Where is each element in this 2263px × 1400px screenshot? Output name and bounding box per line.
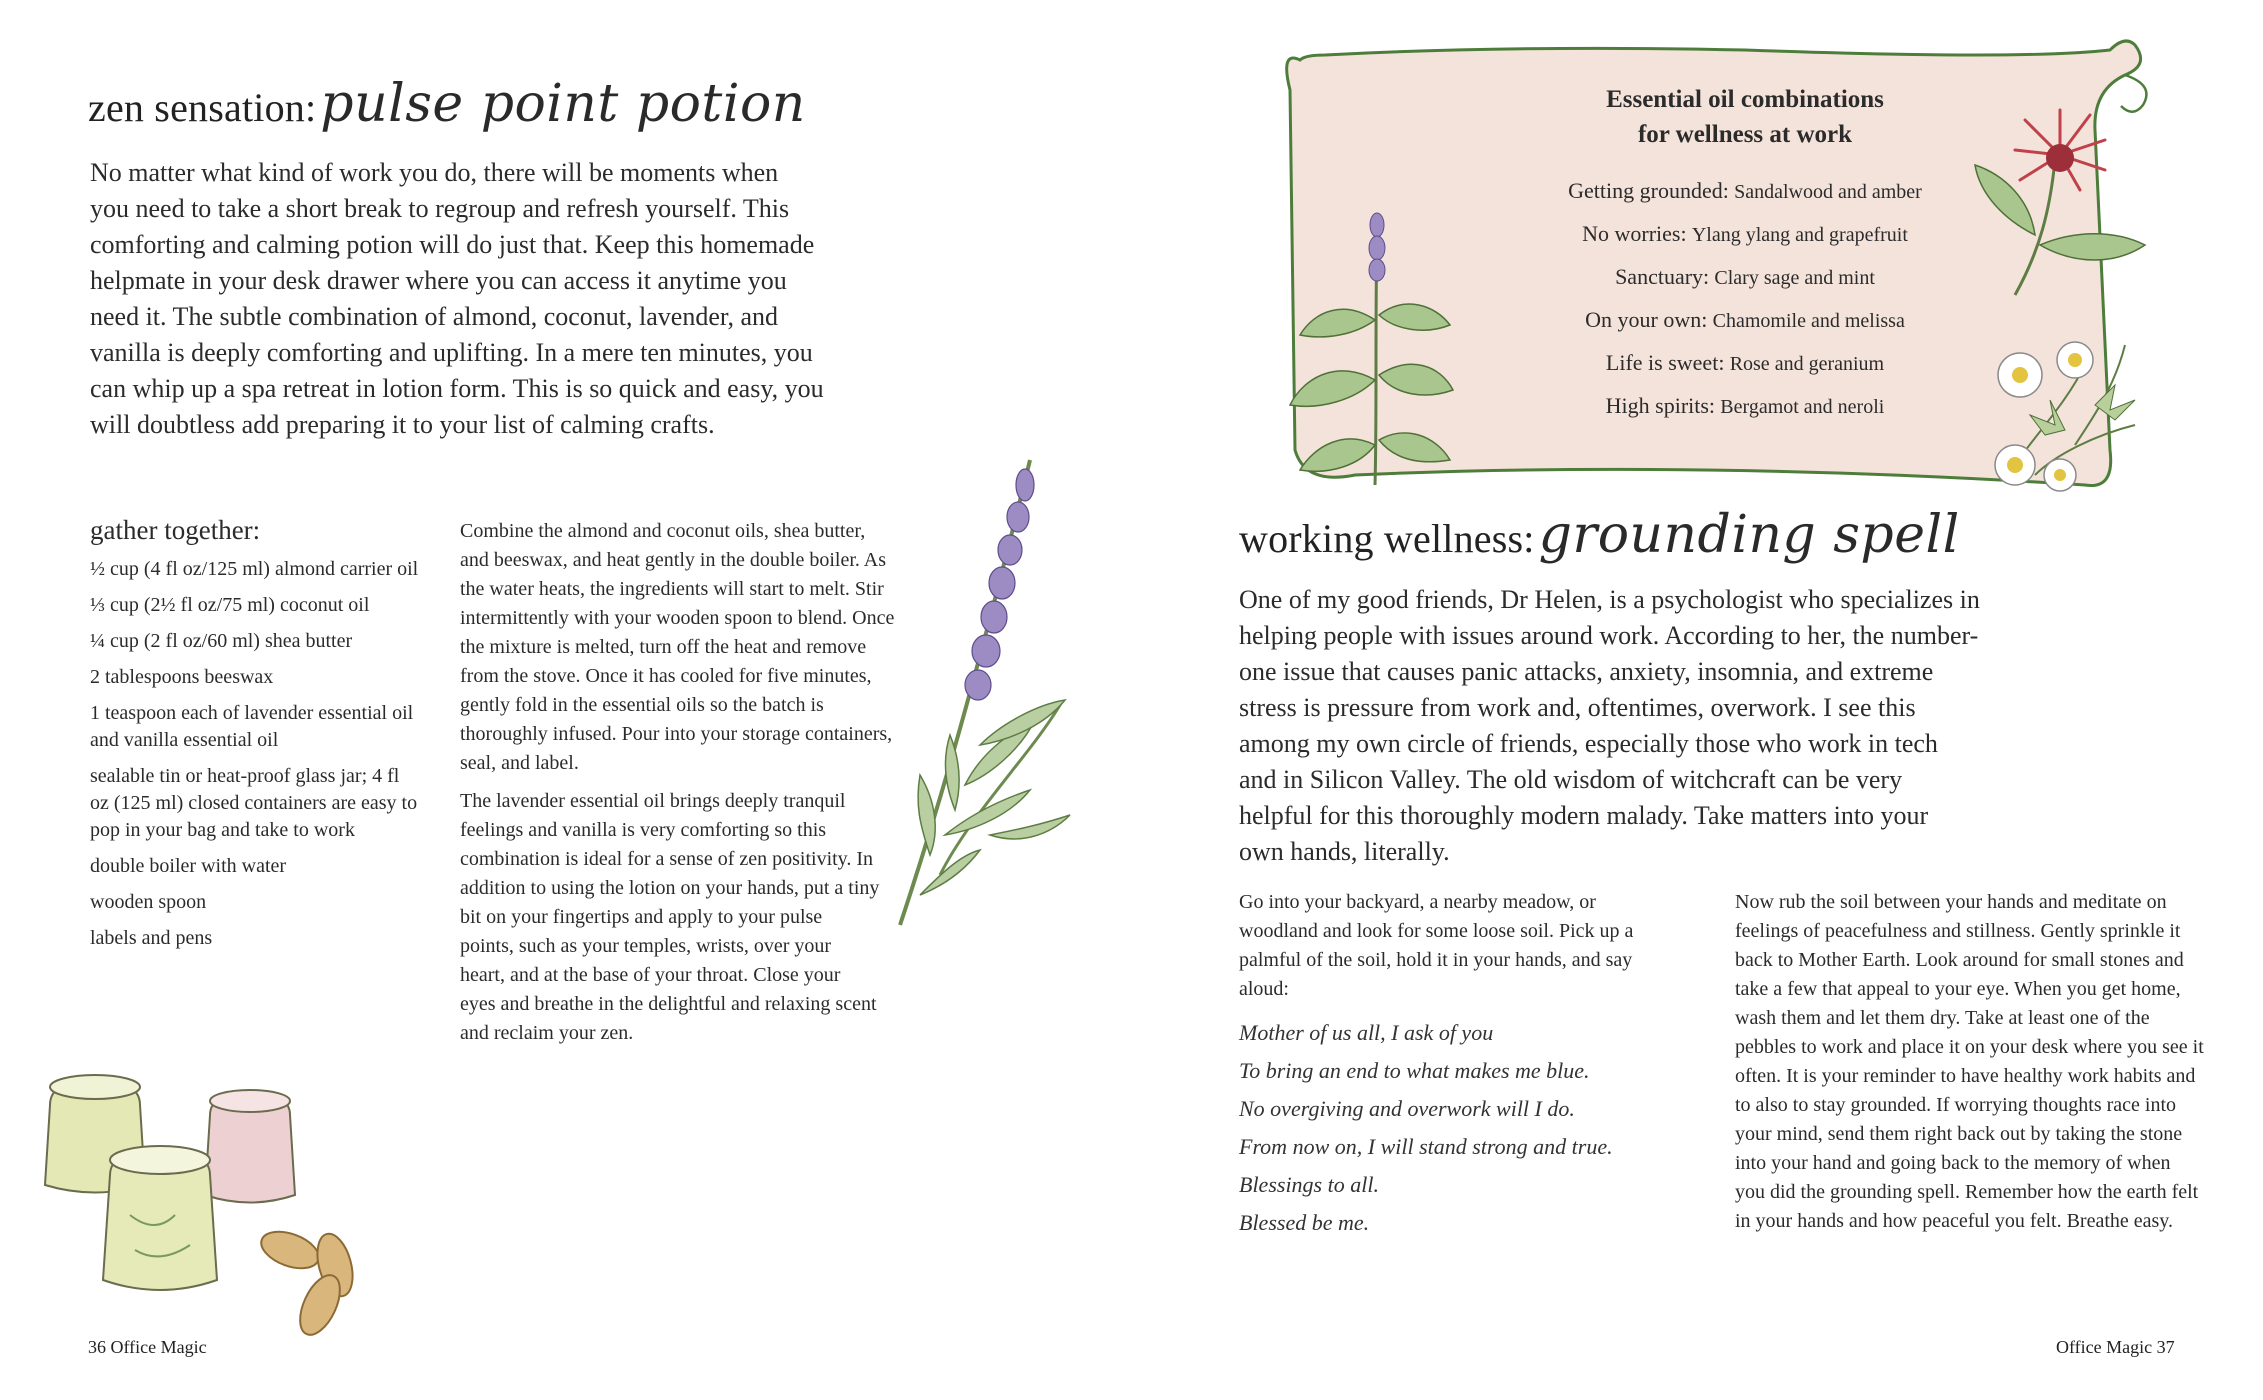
left-page [0,0,1131,1400]
combination-value: Rose and geranium [1729,353,1885,375]
combination-value: Sandalwood and amber [1734,181,1922,203]
ingredient-item: double boiler with water [90,855,287,877]
step-one-column [1239,888,1674,1242]
title-roman: zen sensation: [88,85,317,130]
intro-line: comforting and calming potion will do just that. Keep this homemade [90,230,815,259]
title-script: grounding spell [1538,505,1960,565]
ingredients-column [90,515,420,961]
intro-paragraph [1239,582,2139,870]
method-column [460,517,905,1057]
step-paragraph: Go into your backyard, a nearby meadow, or woodland and look for some loose soil. Pick up a palmful of the soil, hold it in your hands, and say aloud: [1239,891,1634,1000]
intro-line: helpful for this thoroughly modern malady. Take matters into your [1239,801,1929,830]
ingredient-item: sealable tin or heat-proof glass jar; 4 fl oz (125 ml) closed containers are easy to pop in your bag and take to work [90,765,418,841]
ingredient-item: ½ cup (4 fl oz/125 ml) almond carrier oil [90,558,419,580]
intro-line: need it. The subtle combination of almond, coconut, lavender, and [90,302,779,331]
ingredient-item: labels and pens [90,927,213,949]
intro-line: among my own circle of friends, especially those who work in tech [1239,729,1938,758]
intro-line: vanilla is deeply comforting and uplifting. In a mere ten minutes, you [90,338,813,367]
incantation-line: Blessed be me. [1239,1210,1370,1235]
intro-line: and in Silicon Valley. The old wisdom of witchcraft can be very [1239,765,1903,794]
intro-line: No matter what kind of work you do, there will be moments when [90,158,779,187]
intro-line: you need to take a short break to regroup and refresh yourself. This [90,194,790,223]
intro-line: helping people with issues around work. According to her, the number- [1239,621,1979,650]
combination-label: No worries: [1582,221,1687,246]
title-roman: working wellness: [1239,516,1535,561]
combination-value: Ylang ylang and grapefruit [1691,224,1908,246]
incantation-line: No overgiving and overwork will I do. [1239,1096,1575,1121]
intro-line: one issue that causes panic attacks, anxiety, insomnia, and extreme [1239,657,1934,686]
combination-value: Chamomile and melissa [1712,310,1905,332]
combination-label: On your own: [1585,307,1708,332]
ingredient-item: ¼ cup (2 fl oz/60 ml) shea butter [90,630,353,652]
ingredient-item: 2 tablespoons beeswax [90,666,274,688]
title-script: pulse point potion [320,74,806,134]
step-paragraph: Now rub the soil between your hands and meditate on feelings of peacefulness and stillness. Gently sprinkle it back to Mother Earth. Look around for small stones and take a few that appeal to your eye. When you get home, wash them and let them dry. Take at least one of the pebbles to work and place it on your desk where you see it often. It is your reminder to have healthy work habits and to also to stay grounded. If worrying thoughts race into your mind, send them right back out by taking the stone into your hand and going back to the memory of when you did the grounding spell. Remember how the earth felt in your hands and how peaceful you felt. Breathe easy. [1735,891,2204,1232]
incantation-line: From now on, I will stand strong and true. [1239,1134,1613,1159]
combination-value: Clary sage and mint [1714,267,1875,289]
ingredient-item: 1 teaspoon each of lavender essential oil and vanilla essential oil [90,702,414,751]
lotion-jars-illustration [35,1065,385,1340]
ingredient-list [90,556,420,952]
gather-heading: gather together: [90,515,261,545]
method-paragraph: The lavender essential oil brings deeply tranquil feelings and vanilla is very comforting so this combination is ideal for a sense of zen positivity. In addition to using the lotion on your hands, put a tiny bit on your fingertips and apply to your pulse points, such as your temples, wrists, over your heart, and at the base of your throat. Close your eyes and breathe in the delightful and relaxing scent and reclaim your zen. [460,790,880,1044]
combination-value: Bergamot and neroli [1720,396,1885,418]
recipe-title [88,74,806,134]
combination-label: Getting grounded: [1568,178,1729,203]
incantation-line: Mother of us all, I ask of you [1239,1020,1494,1045]
incantation [1239,1014,1674,1242]
incantation-line: Blessings to all. [1239,1172,1379,1197]
combination-label: Life is sweet: [1605,350,1725,375]
intro-line: will doubtless add preparing it to your list of calming crafts. [90,410,715,439]
spell-title [1239,505,1960,565]
intro-paragraph [90,155,890,443]
page-footer-right: Office Magic 37 [2056,1337,2175,1357]
method-paragraph: Combine the almond and coconut oils, shea butter, and beeswax, and heat gently in the double boiler. As the water heats, the ingredients will start to melt. Stir intermittently with your wooden spoon to blend. Once the mixture is melted, turn off the heat and remove from the stove. Once it has cooled for five minutes, gently fold in the essential oils so the batch is thoroughly infused. Pour into your storage containers, seal, and label. [460,520,895,774]
card-title-line: Essential oil combinations [1606,86,1884,113]
ingredient-item: wooden spoon [90,891,207,913]
ingredient-item: ⅓ cup (2½ fl oz/75 ml) coconut oil [90,594,370,616]
combination-label: Sanctuary: [1615,264,1710,289]
right-page [1131,0,2263,1400]
page-footer-left: 36 Office Magic [88,1337,207,1357]
step-two-column [1735,888,2205,1245]
incantation-line: To bring an end to what makes me blue. [1239,1058,1590,1083]
lavender-sprig-illustration [860,455,1080,945]
combination-label: High spirits: [1605,393,1716,418]
card-title-line: for wellness at work [1637,121,1853,148]
intro-line: stress is pressure from work and, oftentimes, overwork. I see this [1239,693,1916,722]
intro-line: One of my good friends, Dr Helen, is a psychologist who specializes in [1239,585,1980,614]
intro-line: own hands, literally. [1239,837,1450,866]
intro-line: can whip up a spa retreat in lotion form. This is so quick and easy, you [90,374,824,403]
intro-line: helpmate in your desk drawer where you can access it anytime you [90,266,787,295]
